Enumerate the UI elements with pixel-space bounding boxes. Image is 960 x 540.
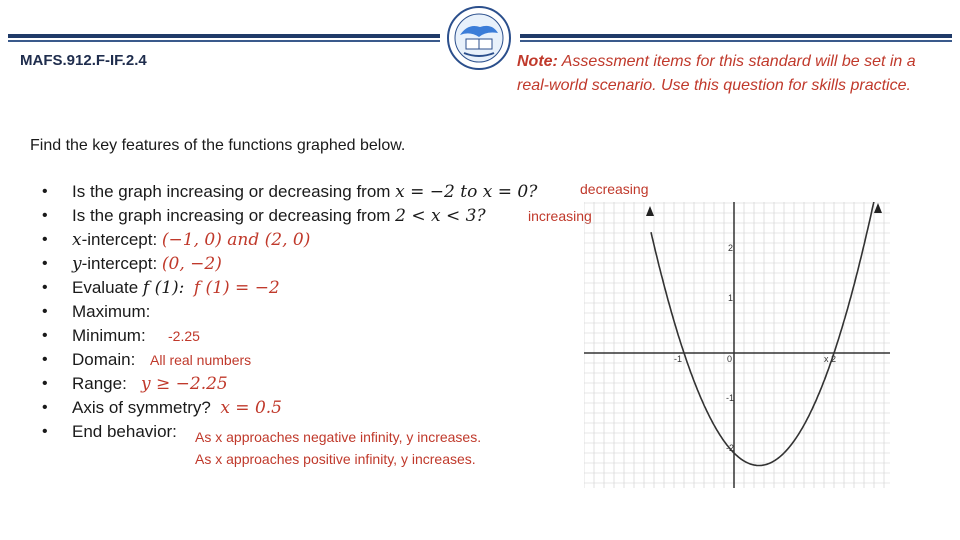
question-list: [42, 180, 537, 444]
x-intercept-answer: (−1, 0) and (2, 0): [161, 230, 311, 250]
range-answer: y ≥ −2.25: [141, 374, 228, 394]
note-label: Note:: [517, 53, 558, 70]
question-item: • End behavior:: [42, 420, 537, 444]
symmetry-answer: x = 0.5: [220, 398, 282, 418]
graph-grid: [584, 202, 890, 488]
header-rule-right-thin: [520, 40, 952, 42]
answer-domain: All real numbers: [150, 352, 252, 368]
tick-label-x0: 0: [727, 354, 733, 364]
question-item: • Maximum:: [42, 300, 537, 324]
arrow-up-left: [646, 206, 654, 216]
question-item: • x-intercept: (−1, 0) and (2, 0): [42, 228, 537, 252]
tick-label-xneg1: -1: [674, 354, 683, 364]
parabola-graph: [584, 202, 890, 488]
question-item: • Minimum:: [42, 324, 537, 348]
evaluate-answer: f (1) = −2: [193, 278, 280, 298]
question-item: • Axis of symmetry? x = 0.5: [42, 396, 537, 420]
school-seal-logo: [446, 5, 512, 71]
answer-end-behavior-2: As x approaches positive infinity, y increases.: [195, 451, 476, 467]
tick-label-yneg1: -1: [726, 393, 735, 403]
instruction-text: Find the key features of the functions graphed below.: [30, 137, 406, 154]
answer-increasing: increasing: [528, 208, 592, 224]
standard-code: MAFS.912.F-IF.2.4: [20, 52, 147, 69]
question-item: • Is the graph increasing or decreasing from x = −2 to x = 0?: [42, 180, 537, 204]
question-item: • y-intercept: (0, −2): [42, 252, 537, 276]
header-rule-left: [8, 34, 440, 38]
header-rule-right: [520, 34, 952, 38]
arrow-up-right: [874, 203, 882, 213]
header-rule-left-thin: [8, 40, 440, 42]
question-item: • Evaluate f (1): f (1) = −2: [42, 276, 537, 300]
answer-minimum: -2.25: [168, 328, 200, 344]
tick-label-yneg2: -2: [726, 443, 735, 453]
answer-end-behavior-1: As x approaches negative infinity, y increases.: [195, 429, 482, 445]
tick-label-x2: x 2: [824, 354, 837, 364]
answer-decreasing: decreasing: [580, 181, 649, 197]
note-text: Assessment items for this standard will be set in a real-world scenario. Use this question for skills practice.: [517, 53, 916, 94]
y-intercept-answer: (0, −2): [161, 254, 222, 274]
question-item: • Range: y ≥ −2.25: [42, 372, 537, 396]
question-item: • Is the graph increasing or decreasing from 2 < x < 3?: [42, 204, 537, 228]
tick-label-y2: 2: [728, 243, 734, 253]
tick-label-y1: 1: [728, 293, 734, 303]
question-item: • Domain:: [42, 348, 537, 372]
assessment-note: [517, 50, 947, 98]
